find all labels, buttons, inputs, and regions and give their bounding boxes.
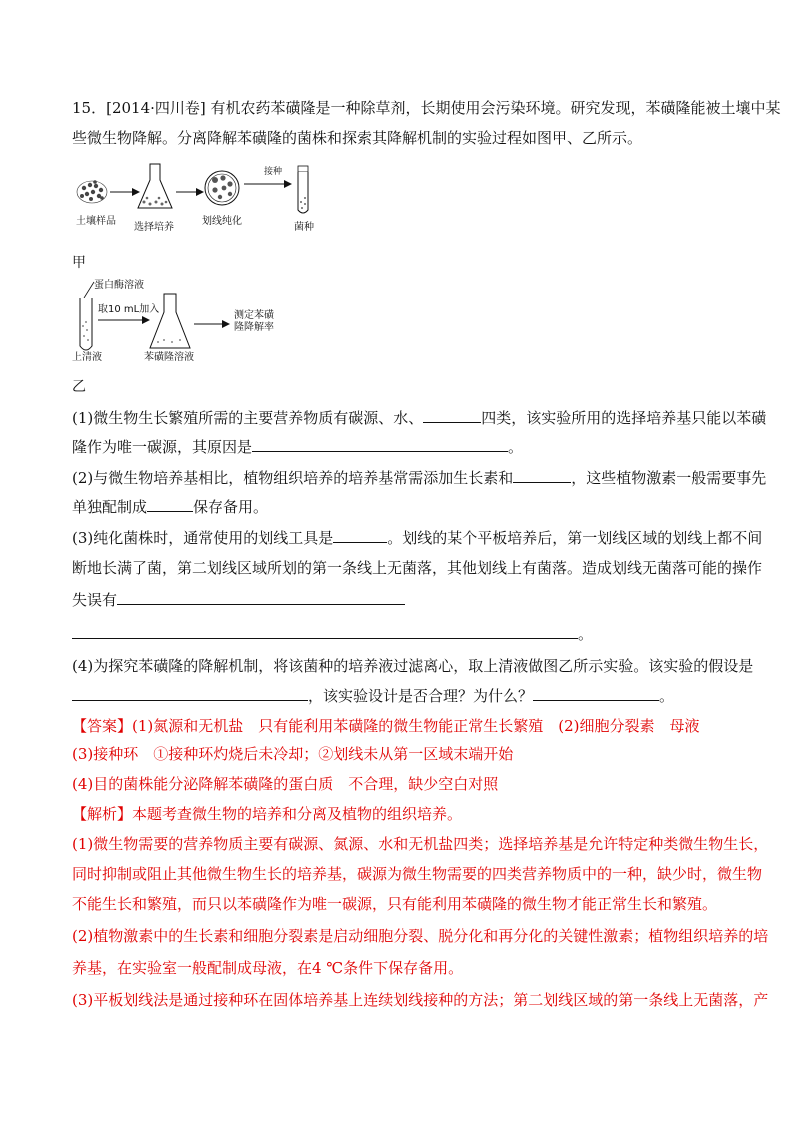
figure-label-jia: 甲 xyxy=(72,255,86,271)
question-line: 些微生物降解。分离降解苯磺隆的菌株和探索其降解机制的实验过程如图甲、乙所示。 xyxy=(72,129,643,147)
answer-blank[interactable] xyxy=(252,437,508,452)
q3-text: 。划线的某个平板培养后，第一划线区域的划线上都不间 xyxy=(387,529,763,547)
q2-text: ，这些植物激素一般需要事先 xyxy=(571,469,767,487)
caption-streak: 划线纯化 xyxy=(202,216,242,227)
q3-text: 。 xyxy=(578,625,594,643)
question-line: 15．[2014·四川卷] 有机农药苯磺隆是一种除草剂，长期使用会污染环境。研究发现，苯磺隆能被土壤中某 xyxy=(72,99,781,117)
answer-blank[interactable] xyxy=(513,468,571,483)
caption-selective: 选择培养 xyxy=(134,222,174,233)
q1-text: 隆作为唯一碳源，其原因是 xyxy=(72,438,253,456)
q2-line xyxy=(72,468,767,488)
figure-label-yi: 乙 xyxy=(72,379,86,395)
q1-text: 。 xyxy=(508,438,524,456)
q1-line xyxy=(72,408,767,428)
analysis-line: 养基，在实验室一般配制成母液，在4 ℃条件下保存备用。 xyxy=(72,959,464,977)
flask-icon xyxy=(150,294,190,348)
answer-blank[interactable] xyxy=(533,686,659,701)
take-10ml-label: 取10 mL加入 xyxy=(98,304,160,315)
answer-line: (4)目的菌株能分泌降解苯磺隆的蛋白质 不合理，缺少空白对照 xyxy=(72,775,499,793)
answer-blank[interactable] xyxy=(72,624,578,639)
flask-icon xyxy=(138,164,172,208)
q3-line xyxy=(72,528,763,548)
analysis-line: (3)平板划线法是通过接种环在固体培养基上连续划线接种的方法；第二划线区域的第一条线上无菌落，产 xyxy=(72,991,769,1009)
test-tube-icon xyxy=(80,298,92,350)
analysis-line: 不能生长和繁殖，而只以苯磺隆作为唯一碳源，只有能利用苯磺隆的微生物才能正常生长和繁殖。 xyxy=(72,895,718,913)
q3-text: (3)纯化菌株时，通常使用的划线工具是 xyxy=(72,529,334,547)
caption-supernatant: 上清液 xyxy=(72,352,102,363)
q4-line xyxy=(72,686,732,706)
figure-jia xyxy=(72,158,332,240)
q4-text: 。 xyxy=(659,687,675,705)
q3-line xyxy=(72,590,732,610)
q2-text: 保存备用。 xyxy=(193,498,269,516)
figure-yi xyxy=(72,276,312,366)
q2-line xyxy=(72,497,732,517)
answer-blank[interactable] xyxy=(72,686,308,701)
answer-blank[interactable] xyxy=(147,497,193,512)
answer-blank[interactable] xyxy=(117,590,405,605)
caption-solution: 苯磺隆溶液 xyxy=(144,352,194,363)
result-label-2: 隆降解率 xyxy=(234,322,274,333)
test-tube-icon xyxy=(298,166,308,213)
q1-text: (1)微生物生长繁殖所需的主要营养物质有碳源、水、 xyxy=(72,409,424,427)
q4-line: (4)为探究苯磺隆的降解机制，将该菌种的培养液过滤离心，取上清液做图乙所示实验。该实验的假设是 xyxy=(72,657,754,675)
q1-line xyxy=(72,437,732,457)
caption-soil: 土壤样品 xyxy=(76,216,116,227)
result-label-1: 测定苯磺 xyxy=(234,310,274,321)
q4-text: ，该实验设计是否合理？为什么？ xyxy=(308,687,534,705)
inoculate-label: 接种 xyxy=(264,167,283,177)
caption-strain: 菌种 xyxy=(294,222,314,233)
answer-blank[interactable] xyxy=(423,408,481,423)
petri-dish-icon xyxy=(205,171,239,205)
q3-line: 断地长满了菌，第二划线区域所划的第一条线上无菌落，其他划线上有菌落。造成划线无菌落可能的操作 xyxy=(72,559,763,577)
answer-line: (3)接种环 ①接种环灼烧后未冷却；②划线未从第一区域末端开始 xyxy=(72,745,514,763)
analysis-line: 同时抑制或阻止其他微生物生长的培养基，碳源为微生物需要的四类营养物质中的一种，缺少时，微生物 xyxy=(72,865,763,883)
q3-text: 失误有 xyxy=(72,591,118,609)
protease-label: 蛋白酶溶液 xyxy=(94,280,144,291)
analysis-line: (2)植物激素中的生长素和细胞分裂素是启动细胞分裂、脱分化和再分化的关键性激素；植物组织培养的培 xyxy=(72,927,769,945)
q2-text: 单独配制成 xyxy=(72,498,148,516)
answer-line: 【答案】(1)氮源和无机盐 只有能利用苯磺隆的微生物能正常生长繁殖 (2)细胞分裂素 母液 xyxy=(72,717,700,735)
analysis-line: (1)微生物需要的营养物质主要有碳源、氮源、水和无机盐四类；选择培养基是允许特定种类微生物生长， xyxy=(72,835,769,853)
q3-line xyxy=(72,624,732,644)
q1-text: 四类，该实验所用的选择培养基只能以苯磺 xyxy=(481,409,767,427)
analysis-line: 【解析】本题考查微生物的培养和分离及植物的组织培养。 xyxy=(72,805,463,823)
soil-sample-icon xyxy=(77,180,107,203)
q2-text: (2)与微生物培养基相比，植物组织培养的培养基常需添加生长素和 xyxy=(72,469,514,487)
answer-blank[interactable] xyxy=(333,528,387,543)
